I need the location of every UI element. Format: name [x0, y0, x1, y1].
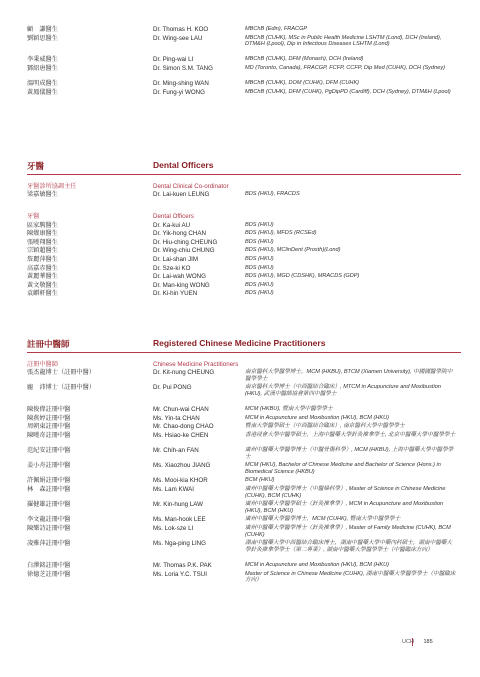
name-en: Ms. Yin-ta CHAN: [153, 414, 200, 422]
qualifications: 廣州中醫藥大學醫學博士（中醫骨傷科學）, MCM (HKBU), 上海中醫藥大學中醫學學士: [245, 447, 454, 460]
qualifications: MBChB (Edin), FRACGP: [245, 26, 308, 32]
name-zh: 區家駒醫生: [27, 221, 58, 229]
name-en: Dr. Fung-yi WONG: [153, 88, 205, 96]
name-en: Mr. Chun-wai CHAN: [153, 406, 209, 413]
section-rule: [27, 352, 461, 353]
name-en: Ms. Xiaozhou JIANG: [153, 462, 211, 470]
qualifications: Master of Science in Chinese Medicine (CUHK), 湖南中醫藥大學醫學學士（中醫臨床方向）: [245, 570, 456, 584]
name-en: Dr. Sze-ki KO: [153, 264, 191, 272]
name-en: Dr. Ki-hin YUEN: [153, 290, 198, 298]
qualifications: MCM in Acupuncture and Moxibustion (HKU), BCM (HKU): [245, 414, 390, 421]
subsection-label-en: Dental Clinical Co-ordinator: [153, 183, 229, 190]
name-zh: 梁嘉敏醫生: [27, 191, 58, 198]
name-zh: 黃鳳儀醫生: [27, 88, 58, 96]
name-zh: 李秉威醫生: [27, 56, 58, 64]
qualifications: 香港浸會大學中醫學碩士，上海中醫藥大學針灸推拿學士, 北京中醫藥大學中醫學學士: [245, 431, 456, 438]
name-zh: 張杰龍博士（註冊中醫）: [27, 369, 96, 376]
name-en: Dr. Lai-kuen LEUNG: [153, 191, 210, 198]
name-en: Dr. Yik-hong CHAN: [153, 230, 206, 238]
name-zh: 陳燿康醫生: [27, 230, 58, 238]
name-en: Dr. Wing-chiu CHUNG: [153, 247, 215, 255]
qualifications: 廣州中醫藥大學醫學博士（中醫婦科學）, Master of Science in Chinese Medicine (CUHK), BCM (CUHK): [245, 486, 446, 499]
name-zh: 高嘉赤醫生: [27, 264, 58, 272]
qualifications: BDS (HKU), FRACDS: [245, 191, 300, 197]
subsection-label-zh: 註冊中醫師: [27, 361, 58, 368]
name-en: Dr. Lai-wah WONG: [153, 273, 206, 281]
name-en: Ms. Lok-sze LI: [153, 525, 194, 532]
subsection-label-zh: 牙醫: [27, 213, 40, 220]
name-en: Dr. Ming-shing WAN: [153, 80, 209, 88]
qualifications: BDS (HKU): [245, 290, 274, 297]
qualifications: BDS (HKU): [245, 221, 274, 228]
qualifications: BDS (HKU), MFDS (RCSEd): [245, 230, 317, 237]
subsection-label-en: Chinese Medicine Practitioners: [153, 361, 239, 368]
name-en: Mr. Thomas P.K. PAK: [153, 562, 212, 569]
name-en: Dr. Lai-shan JIM: [153, 255, 199, 263]
name-en: Ms. Loria Y.C. TSUI: [153, 570, 207, 578]
name-zh: 黃文敬醫生: [27, 281, 58, 289]
name-en: Dr. Hiu-ching CHEUNG: [153, 238, 218, 246]
qualifications: 南京醫科大學博士（中西醫結合臨床）, MTCM in Acupuncture and Moxibustion (HKU), 武漢中醫師協會第四中醫學士: [245, 384, 441, 397]
name-zh: 顧 謙醫生: [27, 26, 58, 33]
name-zh: 許佩娟註冊中醫: [27, 477, 71, 485]
name-en: Dr. Kit-nung CHEUNG: [153, 369, 215, 376]
section-rule: [27, 174, 461, 175]
qualifications: BDS (HKU): [245, 281, 274, 288]
page-number: 185: [423, 639, 433, 645]
qualifications: 廣州中醫藥大學醫學博士（針灸推拿學）, Master of Family Medicine (CUHK), BCM (CUHK): [245, 525, 451, 538]
qualifications: MBChB (CUHK), MSc in Public Health Medicine LSHTM (Lond), DCH (Ireland), DTM&H (Lpool), Dip in Infectious Diseases LSHTM (Lond): [245, 34, 442, 48]
qualifications: BDS (HKU): [245, 238, 274, 245]
name-zh: 宗穎超醫生: [27, 247, 58, 255]
qualifications: BDS (HKU), MGD (CDSHK), MRACDS (GDP): [245, 273, 360, 280]
name-zh: 姜小舟註冊中醫: [27, 462, 71, 470]
name-en: Dr. Ka-kui AU: [153, 221, 191, 229]
name-zh: 龐 沛博士（註冊中醫）: [27, 384, 96, 392]
name-zh: 陳俊偉註冊中醫: [27, 406, 71, 413]
name-zh: 周朝東註冊中醫: [27, 423, 71, 431]
footer-org: UCH: [402, 639, 414, 645]
name-zh: 凌雅萍註冊中醫: [27, 540, 71, 548]
name-zh: 鄧紹唐醫生: [27, 65, 58, 72]
name-en: Ms. Mooi-kia KHOR: [153, 477, 208, 485]
name-en: Dr. Simon S.M. TANG: [153, 65, 213, 72]
subsection-label-zh: 牙醫診所協調主任: [27, 183, 77, 190]
name-zh: 陳樂詩註冊中醫: [27, 525, 71, 532]
section-heading-zh: 註冊中醫師: [27, 339, 70, 349]
qualifications: 湖南中醫藥大學中西醫結合臨床博士，湖南中醫藥大學中藥內科碩士，湖南中醫藥大學針灸推拿學學士（第二專業）, 湖南中醫藥大學醫學學士（中醫臨床方向）: [245, 540, 452, 553]
name-zh: 陳燕婷註冊中醫: [27, 414, 71, 422]
name-en: Ms. Lam KWAI: [153, 486, 195, 493]
qualifications: BDS (HKU): [245, 255, 274, 262]
section-heading-zh: 牙醫: [27, 161, 45, 171]
name-en: Mr. Kin-hung LAW: [153, 501, 203, 509]
name-zh: 林 森註冊中醫: [27, 486, 71, 493]
name-en: Ms. Man-hook LEE: [153, 516, 206, 524]
name-en: Ms. Nga-ping LING: [153, 540, 206, 548]
qualifications: 南京醫科大學醫學博士，MCM (HKBU), BTCM (Xiamen University), 中國國醫學院中醫學學士: [245, 369, 453, 382]
name-zh: 陳曉奇註冊中醫: [27, 431, 71, 439]
name-en: Dr. Wing-see LAU: [153, 34, 203, 42]
name-en: Dr. Man-king WONG: [153, 281, 210, 289]
subsection-label-en: Dental Officers: [153, 213, 194, 220]
qualifications: 暨南大學醫學碩士（中西醫結合臨床）, 南京醫科大學中醫學學士: [245, 423, 405, 430]
qualifications: MD (Toronto, Canada), FRACGP, FCFP, CCFP, Dip Med (CUHK), DCH (Sydney): [245, 65, 445, 71]
name-zh: 劉穎思醫生: [27, 34, 58, 42]
qualifications: BDS (HKU), MClinDent (Prosth)(Lond): [245, 247, 341, 254]
name-en: Mr. Chao-dong CHAO: [153, 423, 214, 431]
name-zh: 李文龍註冊中醫: [27, 516, 71, 524]
section-heading-en: Registered Chinese Medicine Practitioners: [153, 338, 326, 348]
name-zh: 范紀安註冊中醫: [27, 447, 71, 454]
name-zh: 羅健雄註冊中醫: [27, 501, 71, 509]
name-zh: 黃麗華醫生: [27, 273, 58, 281]
name-zh: 張曉翔醫生: [27, 238, 58, 246]
name-zh: 袁麒軒醫生: [27, 290, 58, 298]
qualifications: BDS (HKU): [245, 264, 274, 271]
name-en: Ms. Hsiao-ke CHEN: [153, 431, 209, 439]
name-en: Dr. Thomas H. KOO: [153, 26, 209, 33]
qualifications: BCM (HKU): [245, 477, 275, 484]
qualifications: MCM (HKU), Bachelor of Chinese Medicine and Bachelor of Science (Hons.) in Biomedical Science (HKBU): [245, 462, 441, 475]
page-footer: [402, 639, 433, 645]
qualifications: MBChB (CUHK), DOM (CUHK), DFM (CUHK): [245, 80, 360, 87]
section-heading-en: Dental Officers: [153, 160, 214, 170]
name-en: Dr. Pui PONG: [153, 384, 192, 392]
name-zh: 溫明成醫生: [27, 80, 58, 88]
name-zh: 白澤銘註冊中醫: [27, 562, 71, 569]
qualifications: MBChB (CUHK), DFM (Monash), DCH (Ireland): [245, 56, 364, 63]
name-en: Dr. Ping-wai LI: [153, 56, 194, 64]
qualifications: 廣州中醫藥大學醫學碩士（針灸推拿學）, MCM in Acupuncture and Moxibustion (HKU), BCM (HKU): [245, 501, 444, 514]
qualifications: MCM (HKBU), 暨南大學中醫學學士: [245, 406, 333, 412]
name-zh: 詹麗萍醫生: [27, 255, 58, 263]
name-zh: 徐德芝註冊中醫: [27, 570, 71, 578]
qualifications: 廣州中醫藥大學醫學博士，MCM (CUHK), 暨南大學中醫學學士: [245, 516, 401, 523]
qualifications: MBChB (CUHK), DFM (CUHK), PgDipPD (Cardiff), DCH (Sydney), DTM&H (Lpool): [245, 88, 451, 95]
qualifications: MCM in Acupuncture and Moxibustion (HKU), BCM (HKU): [245, 562, 390, 568]
name-en: Mr. Chih-an FAN: [153, 447, 199, 454]
